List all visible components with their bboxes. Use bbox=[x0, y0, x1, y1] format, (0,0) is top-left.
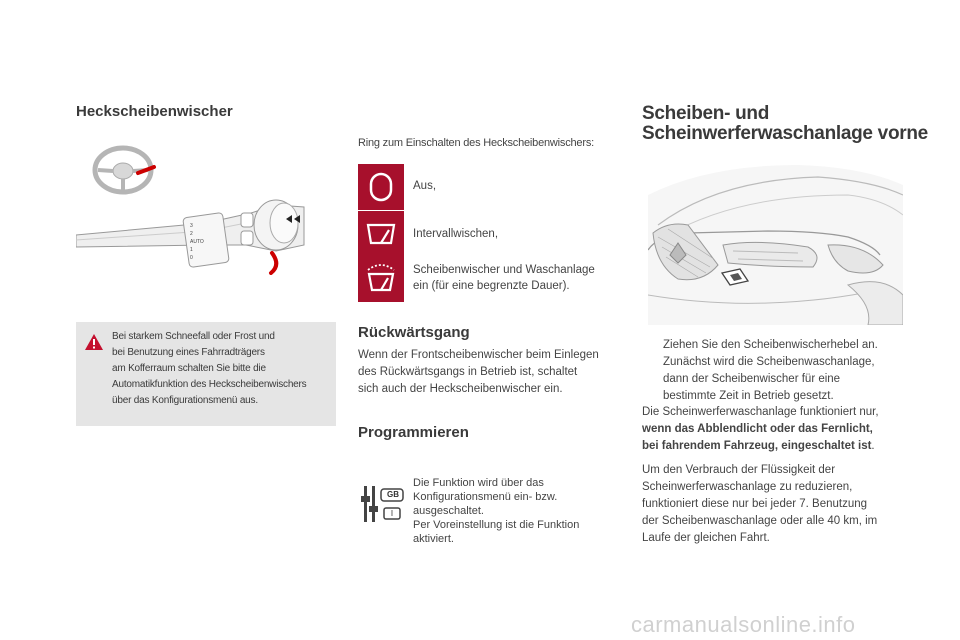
section-title-front-washer-1: Scheiben- und bbox=[642, 103, 769, 124]
para2-line: Scheinwerferwaschanlage zu reduzieren, bbox=[642, 481, 853, 493]
prog-line: aktiviert. bbox=[413, 533, 454, 545]
para2-line: funktioniert diese nur bei jeder 7. Benutzung bbox=[642, 498, 868, 510]
stalk-label: AUTO bbox=[190, 239, 204, 245]
prog-line: ausgeschaltet. bbox=[413, 505, 484, 517]
watermark: carmanualsonline.info bbox=[631, 612, 856, 637]
warning-line: Bei starkem Schneefall oder Frost und bbox=[112, 331, 275, 342]
option-text-interval: Intervallwischen, bbox=[413, 228, 499, 240]
warning-icon bbox=[84, 333, 104, 351]
para1-line: Die Scheinwerferwaschanlage funktioniert nur, bbox=[642, 406, 879, 418]
stalk-label: 3 bbox=[190, 223, 193, 229]
option-text-washer: Scheibenwischer und Waschanlage ein (für eine begrenzte Dauer). bbox=[413, 264, 595, 292]
para1-last-line bbox=[642, 438, 875, 454]
option-icon-washer bbox=[358, 256, 404, 302]
para1-bold: wenn das Abblendlicht oder das Fernlicht, bbox=[642, 423, 873, 435]
prog-line: Per Voreinstellung ist die Funktion bbox=[413, 519, 580, 531]
warning-box bbox=[76, 322, 336, 426]
wiper-stalk-illustration bbox=[76, 135, 336, 275]
prog-line: Die Funktion wird über das bbox=[413, 477, 544, 489]
section-title-reverse: Rückwärtsgang bbox=[358, 324, 470, 341]
para1-bold: bei fahrendem Fahrzeug, eingeschaltet ist bbox=[642, 440, 872, 452]
warning-line: Automatikfunktion des Heckscheibenwischers bbox=[112, 379, 307, 390]
warning-line: über das Konfigurationsmenü aus. bbox=[112, 395, 258, 406]
stalk-label: 2 bbox=[190, 231, 193, 237]
stalk-label: 0 bbox=[190, 255, 193, 261]
reverse-line: des Rückwärtsgangs in Betrieb ist, schaltet bbox=[358, 366, 578, 378]
ring-intro: Ring zum Einschalten des Heckscheibenwischers: bbox=[358, 137, 594, 149]
para2-line: Um den Verbrauch der Flüssigkeit der bbox=[642, 464, 836, 476]
car-front-illustration bbox=[648, 155, 903, 325]
config-menu-icon bbox=[360, 484, 406, 524]
option-icon-interval bbox=[358, 211, 404, 257]
config-icon-label: I bbox=[390, 509, 394, 518]
steering-wheel-icon bbox=[95, 148, 154, 192]
option-icon-off bbox=[358, 164, 404, 210]
section-title-programming: Programmieren bbox=[358, 424, 469, 441]
option-text-off: Aus, bbox=[413, 180, 437, 192]
para1-end: . bbox=[871, 440, 875, 452]
bullet-line: Ziehen Sie den Scheibenwischerhebel an. bbox=[663, 339, 878, 351]
bullet-line: bestimmte Zeit in Betrieb gesetzt. bbox=[663, 390, 834, 402]
para2-line: der Scheibenwaschanlage oder alle 40 km, im bbox=[642, 515, 878, 527]
circle-off-icon bbox=[358, 164, 404, 210]
config-icon-label: GB bbox=[387, 490, 399, 499]
section-title-front-washer-2: Scheinwerferwaschanlage vorne bbox=[642, 123, 928, 144]
bullet-line: dann der Scheibenwischer für eine bbox=[663, 373, 841, 385]
wiper-washer-icon bbox=[358, 256, 404, 302]
bullet-line: Zunächst wird die Scheibenwaschanlage, bbox=[663, 356, 875, 368]
wiper-interval-icon bbox=[358, 211, 404, 257]
reverse-line: Wenn der Frontscheibenwischer beim Einlegen bbox=[358, 349, 599, 361]
stalk-label: 1 bbox=[190, 247, 193, 253]
warning-line: bei Benutzung eines Fahrradträgers bbox=[112, 347, 265, 358]
warning-line: am Kofferraum schalten Sie bitte die bbox=[112, 363, 266, 374]
prog-line: Konfigurationsmenü ein- bzw. bbox=[413, 491, 558, 503]
para2-line: Laufe der gleichen Fahrt. bbox=[642, 532, 770, 544]
reverse-line: sich auch der Heckscheibenwischer ein. bbox=[358, 383, 563, 395]
section-title-rear-wiper: Heckscheibenwischer bbox=[76, 103, 233, 120]
